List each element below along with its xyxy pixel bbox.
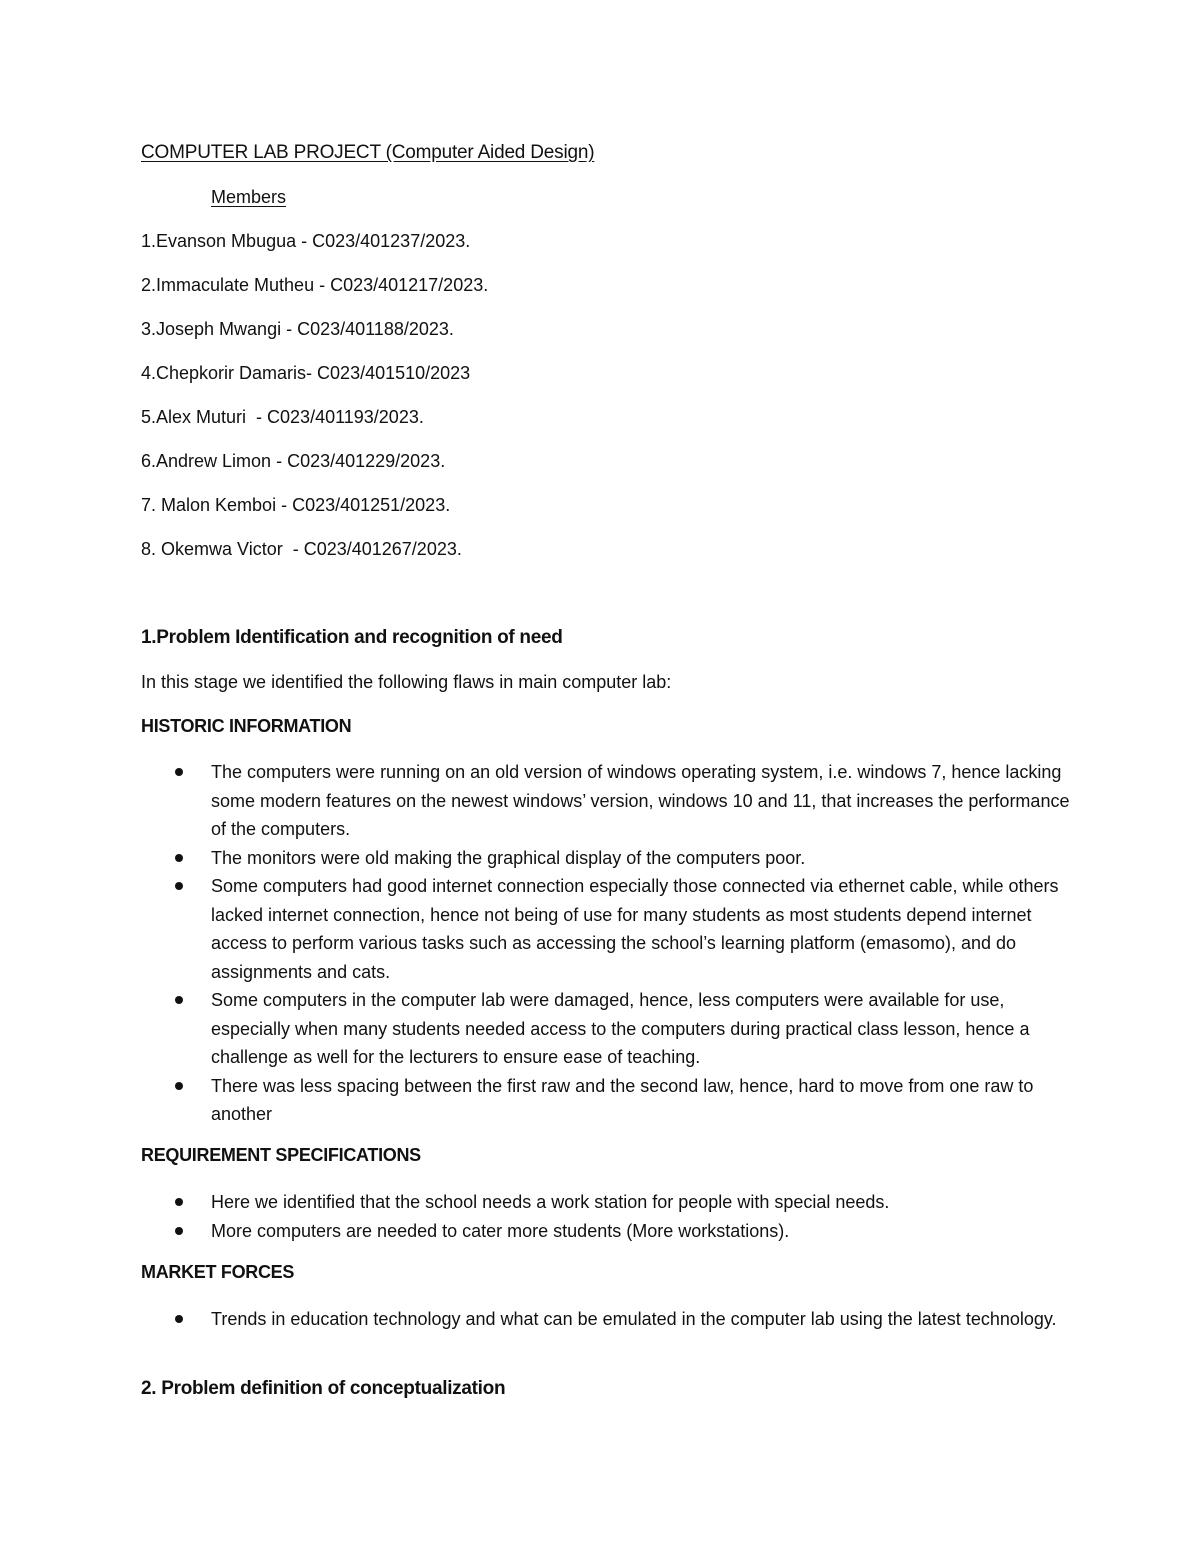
list-item (141, 844, 1071, 873)
member-item: 8. Okemwa Victor - C023/401267/2023. (141, 539, 462, 559)
list-item-text: Here we identified that the school needs a work station for people with special needs. (211, 1192, 890, 1212)
requirements-list (141, 1188, 1071, 1245)
list-item-text: More computers are needed to cater more students (More workstations). (211, 1220, 790, 1241)
list-item (141, 872, 1071, 986)
list-item (141, 758, 1071, 844)
bullet-icon (175, 996, 183, 1004)
requirements-heading: REQUIREMENT SPECIFICATIONS (141, 1145, 421, 1165)
list-item-text: The computers were running on an old version of windows operating system, i.e. windows 7, hence lacking some modern features on the newest windows’ version, windows 10 and 11, that increases the performance of the computers. (211, 762, 1070, 839)
list-item (141, 1217, 1071, 1246)
member-item: 4.Chepkorir Damaris- C023/401510/2023 (141, 363, 471, 383)
list-item-text: The monitors were old making the graphical display of the computers poor. (211, 847, 806, 868)
list-item (141, 1188, 1071, 1217)
market-heading: MARKET FORCES (141, 1262, 295, 1282)
bullet-icon (175, 1227, 183, 1235)
market-list (141, 1305, 1071, 1334)
list-item (141, 986, 1071, 1072)
bullet-icon (175, 1082, 183, 1090)
historic-heading: HISTORIC INFORMATION (141, 716, 352, 736)
bullet-icon (175, 882, 183, 890)
list-item-text: Trends in education technology and what can be emulated in the computer lab using the latest technology. (211, 1309, 1057, 1329)
member-item: 6.Andrew Limon - C023/401229/2023. (141, 451, 446, 471)
list-item-text: Some computers in the computer lab were damaged, hence, less computers were available for use, especially when many students needed access to the computers during practical class lesson, hence a challenge as well for the lecturers to ensure ease of teaching. (211, 990, 1030, 1067)
bullet-icon (175, 854, 183, 862)
bullet-icon (175, 1198, 183, 1206)
member-item: 7. Malon Kemboi - C023/401251/2023. (141, 495, 451, 515)
members-label: Members (211, 187, 287, 207)
list-item-text: Some computers had good internet connection especially those connected via ethernet cable, while others lacked internet connection, hence not being of use for many students as most students depend internet access to perform various tasks such as accessing the school’s learning platform (emasomo), and do assignments and cats. (211, 876, 1059, 982)
member-item: 1.Evanson Mbugua - C023/401237/2023. (141, 231, 471, 251)
member-item: 5.Alex Muturi - C023/401193/2023. (141, 407, 424, 427)
section2-heading: 2. Problem definition of conceptualization (141, 1378, 506, 1399)
bullet-icon (175, 768, 183, 776)
bullet-icon (175, 1315, 183, 1323)
section1-heading: 1.Problem Identification and recognition of need (141, 627, 563, 648)
member-item: 2.Immaculate Mutheu - C023/401217/2023. (141, 275, 489, 295)
document-title: COMPUTER LAB PROJECT (Computer Aided Design) (141, 142, 595, 163)
member-item: 3.Joseph Mwangi - C023/401188/2023. (141, 319, 454, 339)
list-item (141, 1305, 1071, 1334)
section1-intro: In this stage we identified the following flaws in main computer lab: (141, 672, 672, 692)
list-item (141, 1072, 1071, 1129)
historic-list (141, 758, 1071, 1129)
list-item-text: There was less spacing between the first raw and the second law, hence, hard to move from one raw to another (211, 1075, 1034, 1124)
